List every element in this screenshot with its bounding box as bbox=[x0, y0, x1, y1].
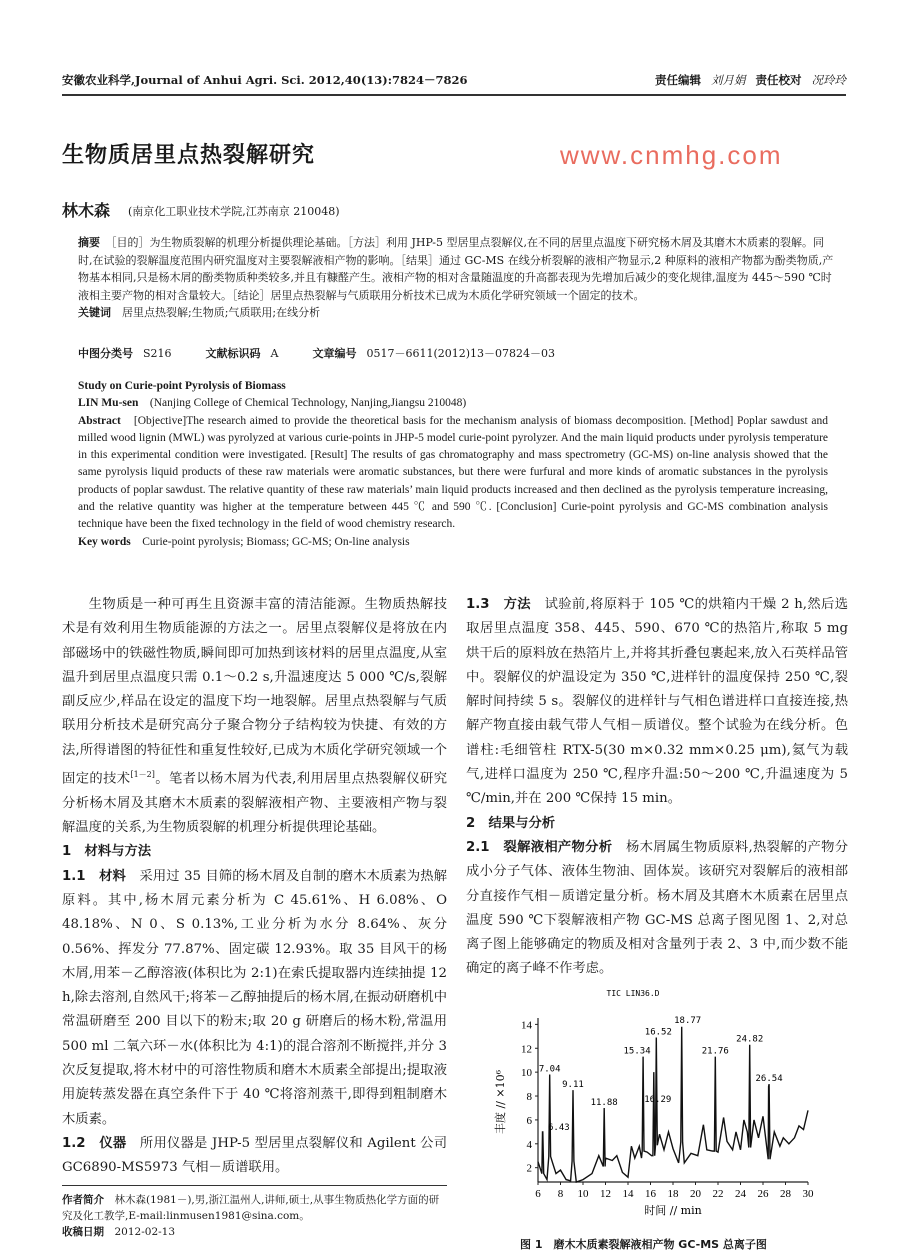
subsection-heading: 1.2 仪器 bbox=[62, 1135, 127, 1151]
peak-label: 21.76 bbox=[701, 1046, 729, 1057]
footnote bbox=[62, 1185, 447, 1240]
subsection-heading: 1.3 方法 bbox=[466, 597, 531, 612]
classification-line bbox=[78, 345, 555, 361]
proofreader-name: 况玲玲 bbox=[811, 73, 846, 87]
received-date: 2012-02-13 bbox=[114, 1226, 176, 1238]
chart-title: TIC LIN36.D bbox=[606, 989, 660, 998]
x-tick-label: 12 bbox=[600, 1188, 611, 1200]
affiliation: (南京化工职业技术学院,江苏南京 210048) bbox=[128, 205, 340, 218]
y-tick-label: 6 bbox=[526, 1114, 532, 1127]
x-tick-label: 6 bbox=[535, 1188, 541, 1200]
left-column bbox=[62, 593, 447, 1181]
subsection-text: 所用仪器是 JHP-5 型居里点裂解仪和 Agilent 公司 GC6890-MS5973 气相－质谱联用。 bbox=[62, 1135, 447, 1176]
article-value: 0517－6611(2012)13－07824－03 bbox=[366, 347, 556, 360]
keywords-label: 关键词 bbox=[78, 306, 111, 319]
english-keywords-label: Key words bbox=[78, 535, 131, 548]
abstract-label: 摘要 bbox=[78, 236, 100, 249]
peak-label: 7.04 bbox=[538, 1064, 561, 1075]
x-tick-label: 26 bbox=[757, 1188, 769, 1200]
section-1-2 bbox=[62, 1132, 447, 1181]
intro-text: 生物质是一种可再生且资源丰富的清洁能源。生物质热解技术是有效利用生物质能源的方法之一。居里点裂解仪是将放在内部磁场中的铁磁性物质,瞬间即可加热到该材料的居里点温度,从室温升到居里点温度只需 0.1～0.2 s,升温速度达 5 000 ℃/s,裂解副反应少,样品在设定的温度下均一地裂解。居里点热裂解与气质联用分析技术是研究高分子聚合物分子结构较为快捷、有效的方法,所得谱图的特征性和重复性较好,已成为木质化学研究领域一个固定的技术 bbox=[62, 597, 447, 787]
subsection-heading: 1.1 材料 bbox=[62, 868, 126, 884]
section-1-1 bbox=[62, 865, 447, 1132]
intro-text-2: 。笔者以杨木屑为代表,利用居里点热裂解仪研究分析杨木屑及其磨木木质素的裂解液相产物、主要液相产物与裂解温度的关系,为生物质裂解的机理分析提供理论基础。 bbox=[62, 771, 447, 836]
peak-label: 24.82 bbox=[736, 1034, 764, 1045]
gc-ms-chart bbox=[480, 986, 850, 1260]
peak-label: 6.43 bbox=[547, 1122, 570, 1133]
x-tick-label: 8 bbox=[557, 1188, 564, 1200]
y-tick-label: 14 bbox=[521, 1019, 532, 1032]
english-abstract bbox=[78, 378, 828, 551]
watermark: www.cnmhg.com bbox=[560, 140, 783, 170]
bio-label: 作者简介 bbox=[62, 1194, 104, 1206]
x-tick-label: 24 bbox=[735, 1188, 746, 1200]
right-column bbox=[466, 593, 848, 982]
x-tick-label: 14 bbox=[622, 1188, 634, 1200]
x-tick-label: 30 bbox=[802, 1188, 814, 1200]
doc-value: A bbox=[270, 347, 279, 360]
subsection-heading: 2.1 裂解液相产物分析 bbox=[466, 839, 613, 855]
x-tick-label: 10 bbox=[577, 1188, 589, 1200]
proofreader-label: 责任校对 bbox=[755, 73, 802, 87]
english-author: LIN Mu-sen bbox=[78, 397, 139, 410]
english-keywords: Curie-point pyrolysis; Biomass; GC-MS; On-line analysis bbox=[142, 535, 410, 548]
subsection-text: 杨木屑属生物质原料,热裂解的产物分成小分子气体、液体生物油、固体炭。该研究对裂解后的液相部分直接作气相－质谱定量分析。杨木屑及其磨木木质素在居里点温度 590 ℃下裂解液相产物 GC-MS 总离子图见图 1、2,对总离子图上能够确定的物质及相对含量列于表 2、3 中,而少数不能确定的离子峰不作考虑。 bbox=[466, 839, 849, 977]
x-axis-label: 时间 // min bbox=[644, 1204, 702, 1217]
running-header bbox=[62, 72, 846, 96]
peak-label: 11.88 bbox=[590, 1097, 618, 1108]
subsection-text: 试验前,将原料于 105 ℃的烘箱内干燥 2 h,然后选取居里点温度 358、445、590、670 ℃的热箔片,称取 5 mg 烘干后的原料放在热箔片上,并将其折叠包裹起来,放入石英样品管中。裂解仪的炉温设定为 350 ℃,进样针的温度保持 250 ℃,裂解时间持续 5 s。裂解仪的进样针与气相色谱进样口直接连接,热解产物直接由载气带人气相－质谱仪。整个试验为在线分析。色谱柱:毛细管柱 RTX-5(30 m×0.32 mm×0.25 μm),氦气为载气,进样口温度为 250 ℃,程序升温:50～200 ℃,升温速度为 5 ℃/min,并在 200 ℃保持 15 min。 bbox=[466, 597, 849, 807]
section-heading-2: 2 结果与分析 bbox=[466, 815, 556, 831]
paper-title: 生物质居里点热裂解研究 bbox=[62, 143, 316, 168]
received-label: 收稿日期 bbox=[62, 1226, 104, 1238]
peak-label: 9.11 bbox=[562, 1080, 584, 1091]
peak-label: 18.77 bbox=[674, 1015, 702, 1026]
author-name: 林木森 bbox=[62, 201, 111, 220]
x-tick-label: 28 bbox=[780, 1188, 791, 1200]
peak-label: 16.52 bbox=[644, 1027, 672, 1038]
section-heading-1: 1 材料与方法 bbox=[62, 844, 152, 860]
y-tick-label: 12 bbox=[521, 1043, 532, 1056]
x-tick-label: 22 bbox=[712, 1188, 724, 1200]
y-tick-label: 4 bbox=[526, 1138, 532, 1151]
subsection-text: 采用过 35 目筛的杨木屑及自制的磨木木质素为热解原料。其中,杨木屑元素分析为 C 45.61%、H 6.08%、O 48.18%、N 0、S 0.13%,工业分析为水分 8.64%、灰分 0.56%、挥发分 77.87%、固定碳 12.93%。取 35 目风干的杨木屑,用苯－乙醇溶液(体积比为 2:1)在索氏提取器内连续抽提 12 h,除去溶剂,自然风干;将苯－乙醇抽提后的杨木屑,在振动研磨机中常温研磨至 200 目以下的粉末;取 20 g 研磨后的杨木粉,常温用 500 ml 二氧六环－水(体积比为 4:1)的混合溶剂不断搅拌,并分 3 次反复提取,将木材中的可溶性物质和磨木木质素全部提出;提取液用旋转蒸发器在真空条件下于 40 ℃将溶剂蒸干,即得到粗制磨木木质素。 bbox=[62, 868, 448, 1127]
intro-paragraph bbox=[62, 593, 447, 840]
peak-label: 16.29 bbox=[644, 1095, 672, 1106]
abstract-text: ［目的］为生物质裂解的机理分析提供理论基础。［方法］利用 JHP-5 型居里点裂解仪,在不同的居里点温度下研究杨木屑及其磨木木质素的裂解。同时,在试验的裂解温度范围内研究温度对主要裂解液相产物的影响。［结果］通过 GC-MS 在线分析裂解的液相产物显示,2 种原料的液相产物都为酚类物质,产物基本相同,只是杨木屑的酚类物质种类较多,并且有糠醛产生。液相产物的相对含量随温度的升高都表现为先增加后减少的变化规律,温度为 445～590 ℃时液相主要产物的相对含量较大。［结论］居里点热裂解与气质联用分析技术已成为木质化学研究领域一个固定的技术。 bbox=[78, 236, 834, 302]
clc-label: 中图分类号 bbox=[78, 347, 133, 360]
english-affiliation: (Nanjing College of Chemical Technology, Nanjing,Jiangsu 210048) bbox=[149, 397, 467, 410]
y-axis-label: 丰度 // ×10⁶ bbox=[494, 1069, 507, 1135]
clc-value: S216 bbox=[143, 347, 172, 360]
english-abstract-text: [Objective]The research aimed to provide the theoretical basis for the mechanism analysis of biomass decomposition. [Method] Poplar sawdust and milled wood lignin (MWL) was pyrolyzed at various curie-points in JHP-5 model curie-point pyrolyzer. And the main liquid products under pyrolysis temperature in this experimental condition were investigated. [Result] The results of gas chromatography and mass spectrometry (GC-MS) on-line analysis showed that the same pyrolysis liquid products of these raw materials were aromatic substances, but there were furfural and more kinds of aromatic substances in the pyrolysis products of poplar sawdust. The relative quantity of these raw materials’ main liquid products increased and then declined as the pyrolysis temperature increasing, and the relative quantity was higher at the temperature between 445 ℃ and 590 ℃. [Conclusion] Curie-point pyrolysis and GC-MS combination analysis technique have been the fixed technology in the field of wood chemistry research. bbox=[78, 414, 829, 531]
y-tick-label: 8 bbox=[526, 1091, 532, 1104]
section-1-3 bbox=[466, 593, 848, 812]
tic-trace bbox=[538, 1027, 808, 1182]
editor-name: 刘月娟 bbox=[711, 73, 746, 87]
english-title: Study on Curie-point Pyrolysis of Biomass bbox=[78, 380, 286, 392]
x-tick-label: 20 bbox=[690, 1188, 701, 1200]
keywords-text: 居里点热裂解;生物质;气质联用;在线分析 bbox=[122, 306, 321, 319]
y-tick-label: 2 bbox=[526, 1162, 532, 1175]
figure-caption: 图 1 磨木木质素裂解液相产物 GC-MS 总离子图 bbox=[520, 1238, 767, 1251]
peak-label: 26.54 bbox=[755, 1074, 783, 1085]
peak-label: 15.34 bbox=[623, 1046, 651, 1057]
x-tick-label: 16 bbox=[645, 1188, 656, 1200]
bio-text: 林木森(1981－),男,浙江温州人,讲师,硕士,从事生物质热化学方面的研究及化工教学,E-mail:linmusen1981@sina.com。 bbox=[62, 1194, 440, 1222]
chinese-abstract bbox=[78, 234, 838, 322]
doc-label: 文献标识码 bbox=[205, 347, 261, 360]
journal-citation: 安徽农业科学,Journal of Anhui Agri. Sci. 2012,40(13):7824－7826 bbox=[62, 73, 468, 87]
section-2-1 bbox=[466, 836, 848, 982]
english-abstract-label: Abstract bbox=[78, 414, 121, 427]
article-label: 文章编号 bbox=[312, 347, 357, 360]
citation-ref: [1－2] bbox=[130, 770, 155, 780]
x-tick-label: 18 bbox=[667, 1188, 679, 1200]
y-tick-label: 10 bbox=[521, 1067, 532, 1080]
editor-label: 责任编辑 bbox=[655, 73, 701, 87]
